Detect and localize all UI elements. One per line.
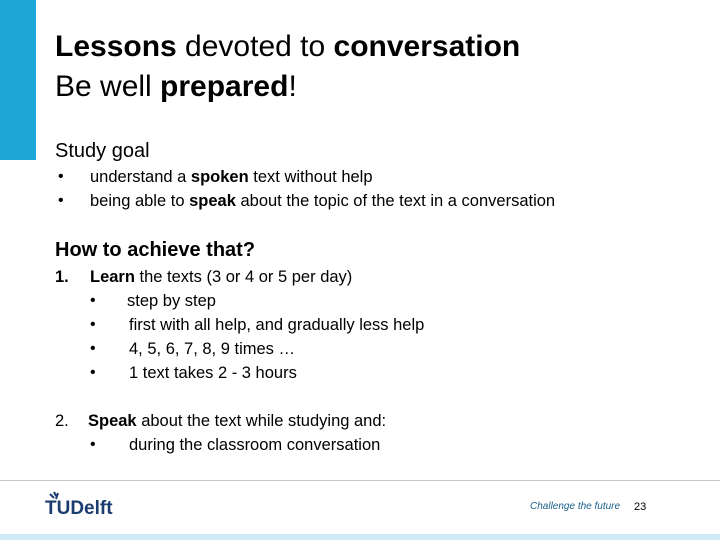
slide-title bbox=[55, 27, 520, 107]
title-exclamation: ! bbox=[288, 70, 297, 103]
step-2-subitem: during the classroom conversation bbox=[129, 436, 381, 454]
achieve-heading: How to achieve that? bbox=[55, 239, 256, 261]
title-line-2 bbox=[55, 67, 520, 107]
bullet-icon: • bbox=[58, 168, 64, 185]
item-text: about the topic of the text in a conversation bbox=[235, 192, 556, 210]
step-text: about the text while studying and: bbox=[136, 412, 387, 430]
page-number: 23 bbox=[634, 501, 647, 513]
step-1-subitem: 4, 5, 6, 7, 8, 9 times … bbox=[129, 340, 295, 358]
title-devoted: devoted to bbox=[176, 30, 334, 63]
step-1-subitem: step by step bbox=[127, 292, 216, 310]
footer-divider bbox=[0, 480, 720, 481]
step-bold: Learn bbox=[90, 268, 135, 286]
title-line-1 bbox=[55, 27, 520, 67]
footer-bottom-band bbox=[0, 534, 720, 540]
bullet-icon: • bbox=[90, 340, 96, 357]
study-goal-heading: Study goal bbox=[55, 140, 150, 162]
item-bold: speak bbox=[189, 192, 236, 210]
bullet-icon: • bbox=[90, 364, 96, 381]
step-1 bbox=[55, 266, 69, 288]
logo-text: TUDelft bbox=[45, 498, 113, 518]
step-number: 1. bbox=[55, 268, 69, 286]
step-2-text bbox=[88, 410, 386, 432]
step-2 bbox=[55, 410, 69, 432]
step-1-subitem: 1 text takes 2 - 3 hours bbox=[129, 364, 297, 382]
bullet-icon: • bbox=[90, 436, 96, 453]
study-goal-item bbox=[90, 166, 373, 188]
item-text: being able to bbox=[90, 192, 190, 210]
footer-tagline: Challenge the future bbox=[530, 501, 621, 512]
title-lessons: Lessons bbox=[55, 30, 177, 63]
accent-bar bbox=[0, 0, 36, 160]
bullet-icon: • bbox=[58, 192, 64, 209]
step-text: the texts (3 or 4 or 5 per day) bbox=[134, 268, 353, 286]
step-number: 2. bbox=[55, 412, 69, 430]
bullet-icon: • bbox=[90, 292, 96, 309]
step-1-subitem: first with all help, and gradually less help bbox=[129, 316, 425, 334]
item-text: text without help bbox=[248, 168, 373, 186]
item-bold: spoken bbox=[190, 168, 249, 186]
tu-delft-logo bbox=[44, 490, 124, 518]
step-bold: Speak bbox=[88, 412, 137, 430]
step-1-text bbox=[90, 266, 352, 288]
item-text: understand a bbox=[90, 168, 191, 186]
title-conversation: conversation bbox=[333, 30, 521, 63]
title-be-well: Be well bbox=[55, 70, 161, 103]
study-goal-item bbox=[90, 190, 555, 212]
title-prepared: prepared bbox=[160, 70, 289, 103]
bullet-icon: • bbox=[90, 316, 96, 333]
